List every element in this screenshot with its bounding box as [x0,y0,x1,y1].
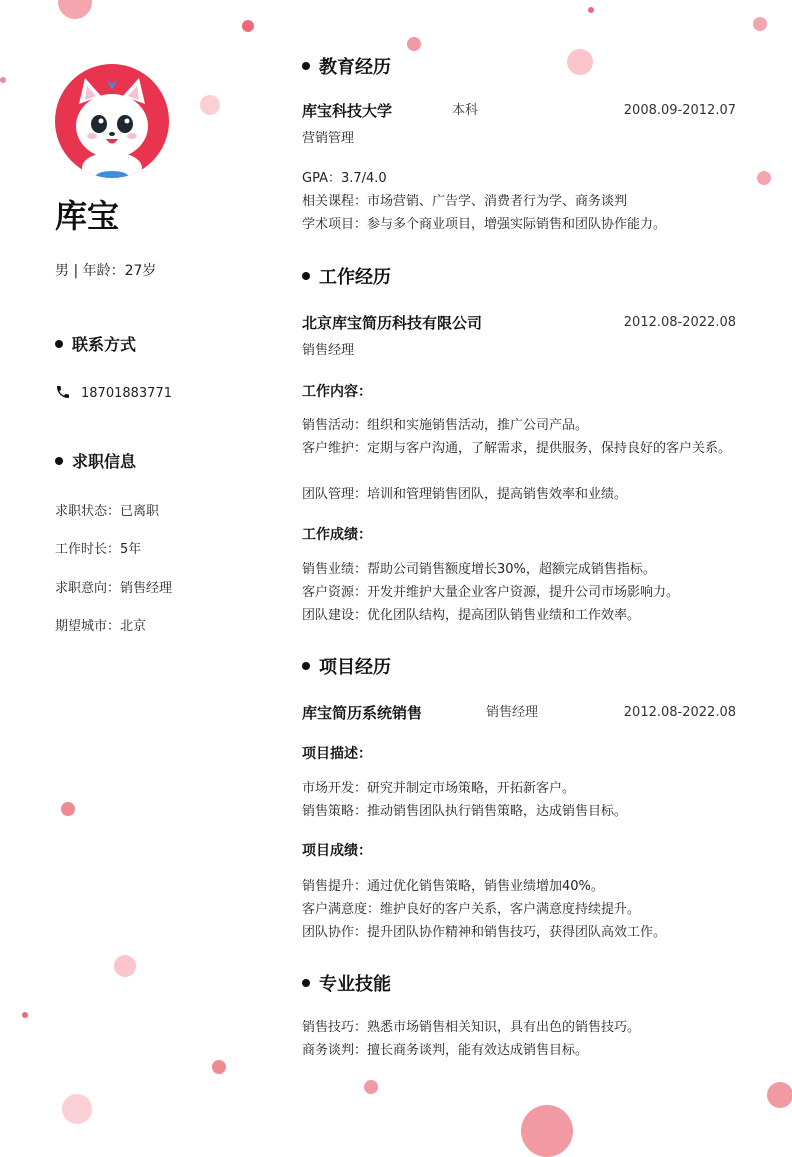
decor-dot [242,20,254,32]
decor-dot [0,77,6,83]
job-status: 求职状态：已离职 [55,504,160,519]
decor-dot [757,171,771,185]
education-period: 2008.09-2012.07 [623,103,736,118]
phone-icon [55,384,71,400]
degree: 本科 [452,103,479,118]
work-results-title: 工作成绩： [302,527,372,543]
work-role: 销售经理 [302,343,355,358]
project-result-line: 团队协作：提升团队协作精神和销售技巧，获得团队高效工作。 [302,925,667,940]
contact-heading: 联系方式 [55,335,136,355]
project-result-line: 销售提升：通过优化销售策略，销售业绩增加40%。 [302,879,604,894]
project-desc-title: 项目描述： [302,746,372,762]
education-row [302,101,736,121]
project-result-line: 客户满意度：维护良好的客户关系，客户满意度持续提升。 [302,902,641,917]
project-period: 2012.08-2022.08 [623,705,736,720]
decor-dot [200,95,220,115]
project-results-title: 项目成绩： [302,843,372,859]
work-row [302,313,736,333]
candidate-name: 库宝 [55,197,120,235]
decor-dot [114,955,136,977]
decor-dot [61,802,75,816]
decor-dot [753,17,767,31]
decor-dot [62,1094,92,1124]
skill-line: 商务谈判：擅长商务谈判，能有效达成销售目标。 [302,1043,589,1058]
work-period: 2012.08-2022.08 [623,315,736,330]
phone-number: 18701883771 [81,386,172,401]
work-heading: 工作经历 [302,266,391,290]
decor-dot [22,1012,28,1018]
target-position: 求职意向：销售经理 [55,581,173,596]
decor-dot [407,37,421,51]
phone-row [55,385,172,403]
skills-heading: 专业技能 [302,973,391,997]
project-desc-line: 销售策略：推动销售团队执行销售策略，达成销售目标。 [302,804,628,819]
work-content-line: 客户维护：定期与客户沟通，了解需求，提供服务，保持良好的客户关系。 [302,441,732,456]
work-content-title: 工作内容： [302,384,372,400]
decor-dot [364,1080,378,1094]
project-heading: 项目经历 [302,656,391,680]
decor-dot [567,49,593,75]
school-name: 库宝科技大学 [302,102,393,120]
work-content-line: 团队管理：培训和管理销售团队，提高销售效率和业绩。 [302,487,628,502]
bullet-icon [302,272,310,280]
project-row [302,703,736,723]
education-line: 相关课程：市场营销、广告学、消费者行为学、商务谈判 [302,194,628,209]
bullet-icon [302,979,310,987]
decor-dot [588,7,594,13]
decor-dot [58,0,92,19]
work-result-line: 客户资源：开发并维护大量企业客户资源，提升公司市场影响力。 [302,585,680,600]
project-name: 库宝简历系统销售 [302,704,423,722]
work-result-line: 销售业绩：帮助公司销售额度增长30%，超额完成销售指标。 [302,562,656,577]
basic-info: 男 | 年龄：27岁 [55,263,157,279]
decor-dot [767,1082,792,1108]
bullet-icon [302,62,310,70]
bullet-icon [55,340,63,348]
target-city: 期望城市：北京 [55,619,147,634]
education-heading: 教育经历 [302,56,391,80]
major: 营销管理 [302,131,355,146]
work-result-line: 团队建设：优化团队结构，提高团队销售业绩和工作效率。 [302,608,641,623]
avatar [55,64,169,178]
company-name: 北京库宝简历科技有限公司 [302,314,483,332]
decor-dot [212,1060,226,1074]
education-line: 学术项目：参与多个商业项目，增强实际销售和团队协作能力。 [302,217,667,232]
project-desc-line: 市场开发：研究并制定市场策略，开拓新客户。 [302,781,576,796]
white-cat-mascot-icon [55,64,169,178]
bullet-icon [302,662,310,670]
bullet-icon [55,457,63,465]
job-intent-heading: 求职信息 [55,452,136,472]
project-role: 销售经理 [486,705,539,720]
decor-dot [521,1105,573,1157]
work-years: 工作时长：5年 [55,542,142,557]
education-line: GPA：3.7/4.0 [302,171,387,186]
work-content-line: 销售活动：组织和实施销售活动，推广公司产品。 [302,418,589,433]
skill-line: 销售技巧：熟悉市场销售相关知识，具有出色的销售技巧。 [302,1020,641,1035]
